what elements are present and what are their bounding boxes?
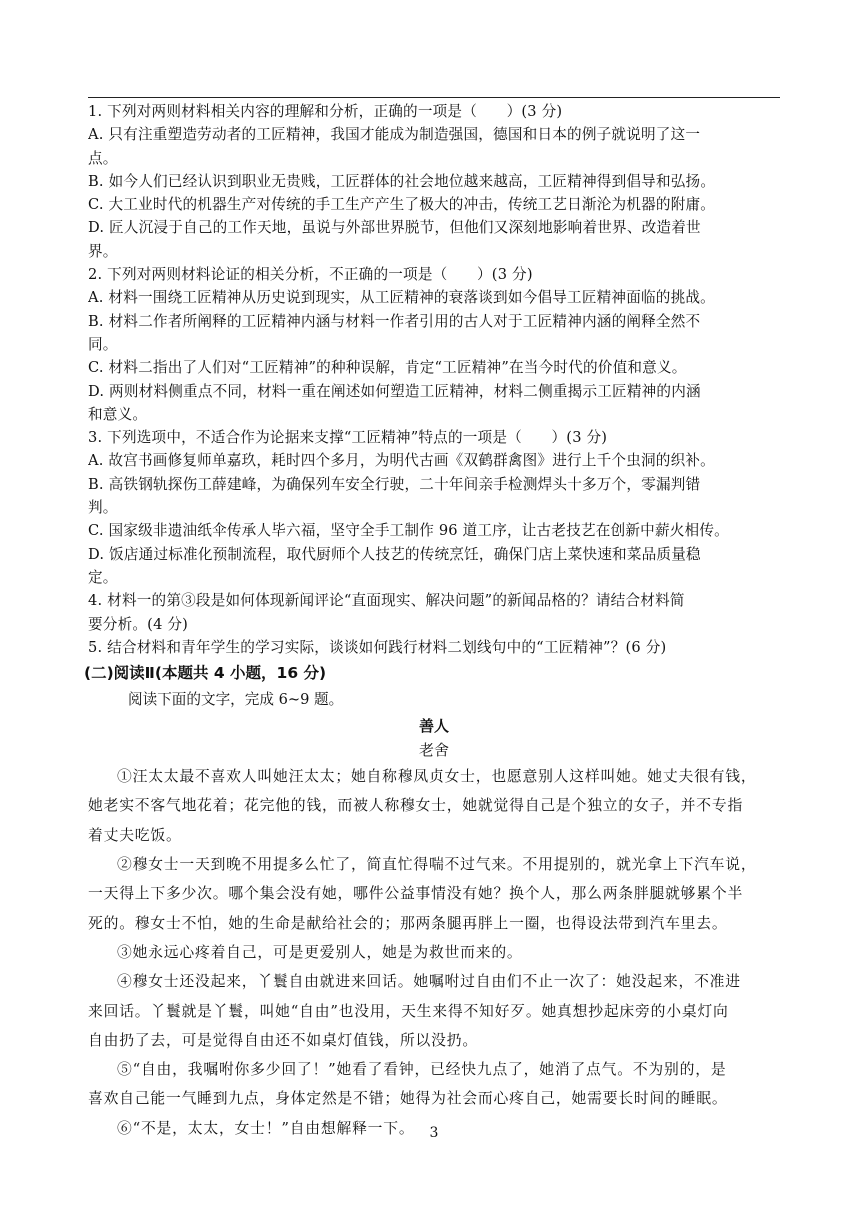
question-line: C. 大工业时代的机器生产对传统的手工生产产生了极大的冲击，传统工艺日渐沦为机器的附庸。: [88, 196, 716, 214]
question-line: A. 材料一围绕工匠精神从历史说到现实，从工匠精神的衰落谈到如今倡导工匠精神面临的挑战。: [88, 289, 715, 307]
story-body: [88, 762, 780, 1143]
story-line: ⑥“不是，太太，女士！”自由想解释一下。: [117, 1119, 415, 1137]
question-line: 判。: [88, 499, 118, 517]
story-line: 她老实不客气地花着；花完他的钱，而被人称穆女士，她就觉得自己是个独立的女子，并不专指: [88, 797, 744, 815]
question-line: 5. 结合材料和青年学生的学习实际，谈谈如何践行材料二划线句中的“工匠精神”？(6 分): [88, 638, 667, 656]
question-line: 和意义。: [88, 405, 148, 423]
story-line: 死的。穆女士不怕，她的生命是献给社会的；那两条腿再胖上一圈，也得设法带到汽车里去。: [88, 914, 728, 932]
question-line: C. 国家级非遗油纸伞传承人毕六福，坚守全手工制作 96 道工序，让古老技艺在创新中薪火相传。: [88, 522, 729, 540]
story-line: 自由扔了去，可是觉得自由还不如桌灯值钱，所以没扔。: [88, 1031, 478, 1049]
page-number: 3: [429, 1125, 439, 1141]
story-line: ⑤“自由，我嘱咐你多少回了！”她看了看钟，已经快九点了，她消了点气。不为别的，是: [117, 1061, 727, 1079]
reading-instruction: 阅读下面的文字，完成 6~9 题。: [128, 691, 344, 709]
story-line: ④穆女士还没起来，丫鬟自由就进来回话。她嘱咐过自由们不止一次了：她没起来，不准进: [117, 973, 741, 991]
story-author: 老舍: [418, 741, 449, 760]
question-line: 定。: [88, 568, 118, 586]
question-line: D. 匠人沉浸于自己的工作天地，虽说与外部世界脱节，但他们又深刻地影响着世界、改造着世: [88, 219, 701, 237]
question-line: B. 材料二作者所阐释的工匠精神内涵与材料一作者引用的古人对于工匠精神内涵的阐释全然不: [88, 312, 701, 330]
question-line: 3. 下列选项中，不适合作为论据来支撑“工匠精神”特点的一项是（ ）(3 分): [88, 429, 608, 447]
questions-block: [88, 100, 780, 659]
story-line: 来回话。丫鬟就是丫鬟，叫她“自由”也没用，天生来得不知好歹。她真想抄起床旁的小桌灯向: [88, 1002, 729, 1020]
story-line: ③她永远心疼着自己，可是更爱别人，她是为救世而来的。: [117, 943, 523, 961]
story-line: ①汪太太最不喜欢人叫她汪太太；她自称穆凤贞女士，也愿意别人这样叫她。她丈夫很有钱，: [117, 768, 757, 786]
question-line: 4. 材料一的第③段是如何体现新闻评论“直面现实、解决问题”的新闻品格的？请结合材料简: [88, 592, 685, 610]
story-line: ②穆女士一天到晚不用提多么忙了，简直忙得喘不过气来。不用提别的，就光拿上下汽车说，: [117, 856, 757, 874]
page-content: [84, 100, 780, 1143]
question-line: A. 只有注重塑造劳动者的工匠精神，我国才能成为制造强国，德国和日本的例子就说明了这一: [88, 126, 701, 144]
question-line: D. 饭店通过标准化预制流程，取代厨师个人技艺的传统烹饪，确保门店上菜快速和菜品质量稳: [88, 545, 701, 563]
story-line: 一天得上下多少次。哪个集会没有她，哪件公益事情没有她？换个人，那么两条胖腿就够累个半: [88, 885, 744, 903]
question-line: D. 两则材料侧重点不同，材料一重在阐述如何塑造工匠精神，材料二侧重揭示工匠精神的内涵: [88, 382, 701, 400]
question-line: A. 故宫书画修复师单嘉玖，耗时四个多月，为明代古画《双鹤群禽图》进行上千个虫洞的织补。: [88, 452, 715, 470]
question-line: B. 高铁钢轨探伤工薛建峰，为确保列车安全行驶，二十年间亲手检测焊头十多万个，零漏判错: [88, 475, 701, 493]
story-title: 善人: [418, 717, 449, 736]
question-line: 界。: [88, 242, 118, 260]
story-line: 喜欢自己能一气睡到九点，身体定然是不错；她得为社会而心疼自己，她需要长时间的睡眠。: [88, 1090, 728, 1108]
question-line: 点。: [88, 149, 118, 167]
story-line: 着丈夫吃饭。: [88, 826, 182, 844]
question-line: 同。: [88, 335, 118, 353]
question-line: 2. 下列对两则材料论证的相关分析，不正确的一项是（ ）(3 分): [88, 266, 533, 284]
question-line: B. 如今人们已经认识到职业无贵贱，工匠群体的社会地位越来越高，工匠精神得到倡导和弘扬。: [88, 172, 716, 190]
question-line: 1. 下列对两则材料相关内容的理解和分析，正确的一项是（ ）(3 分): [88, 103, 563, 120]
header-rule: [88, 97, 780, 98]
question-line: C. 材料二指出了人们对“工匠精神”的种种误解，肯定“工匠精神”在当今时代的价值和意义。: [88, 359, 687, 377]
section-heading: (二)阅读Ⅱ(本题共 4 小题，16 分): [84, 664, 327, 683]
question-line: 要分析。(4 分): [88, 615, 189, 633]
